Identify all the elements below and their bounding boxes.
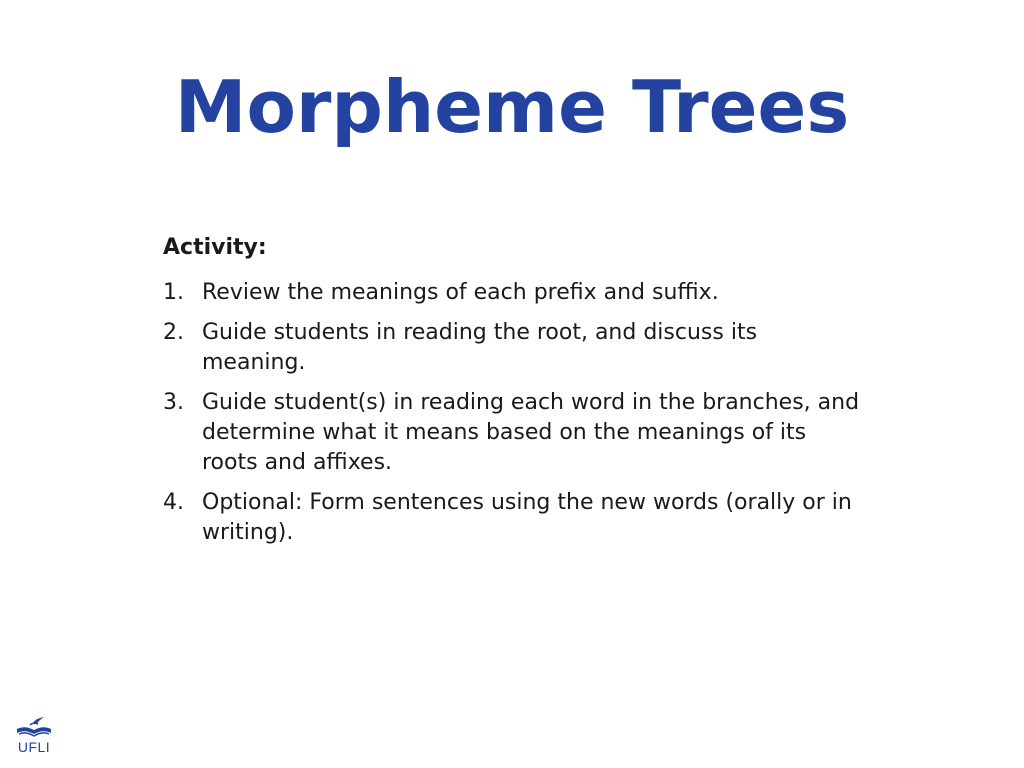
step-text: Optional: Form sentences using the new words (orally or in writing). [202, 490, 852, 545]
step-number: 1. [163, 280, 184, 305]
activity-section [163, 232, 863, 558]
logo-text: UFLI [17, 739, 51, 755]
step-text: Guide student(s) in reading each word in the branches, and determine what it means based on the meanings of its roots and affixes. [202, 390, 860, 475]
step-text: Review the meanings of each prefix and suffix. [202, 280, 719, 305]
slide-title: Morpheme Trees [174, 65, 850, 149]
step-text: Guide students in reading the root, and discuss its meaning. [202, 320, 758, 375]
step-item [163, 278, 863, 308]
step-number: 4. [163, 490, 184, 515]
ufli-logo [12, 716, 56, 758]
step-item [163, 318, 863, 378]
step-item [163, 488, 863, 548]
open-book-bird-icon [14, 716, 54, 738]
step-number: 2. [163, 320, 184, 345]
activity-heading: Activity: [163, 235, 267, 260]
step-number: 3. [163, 390, 184, 415]
step-item [163, 388, 863, 478]
activity-steps-list [163, 278, 863, 548]
